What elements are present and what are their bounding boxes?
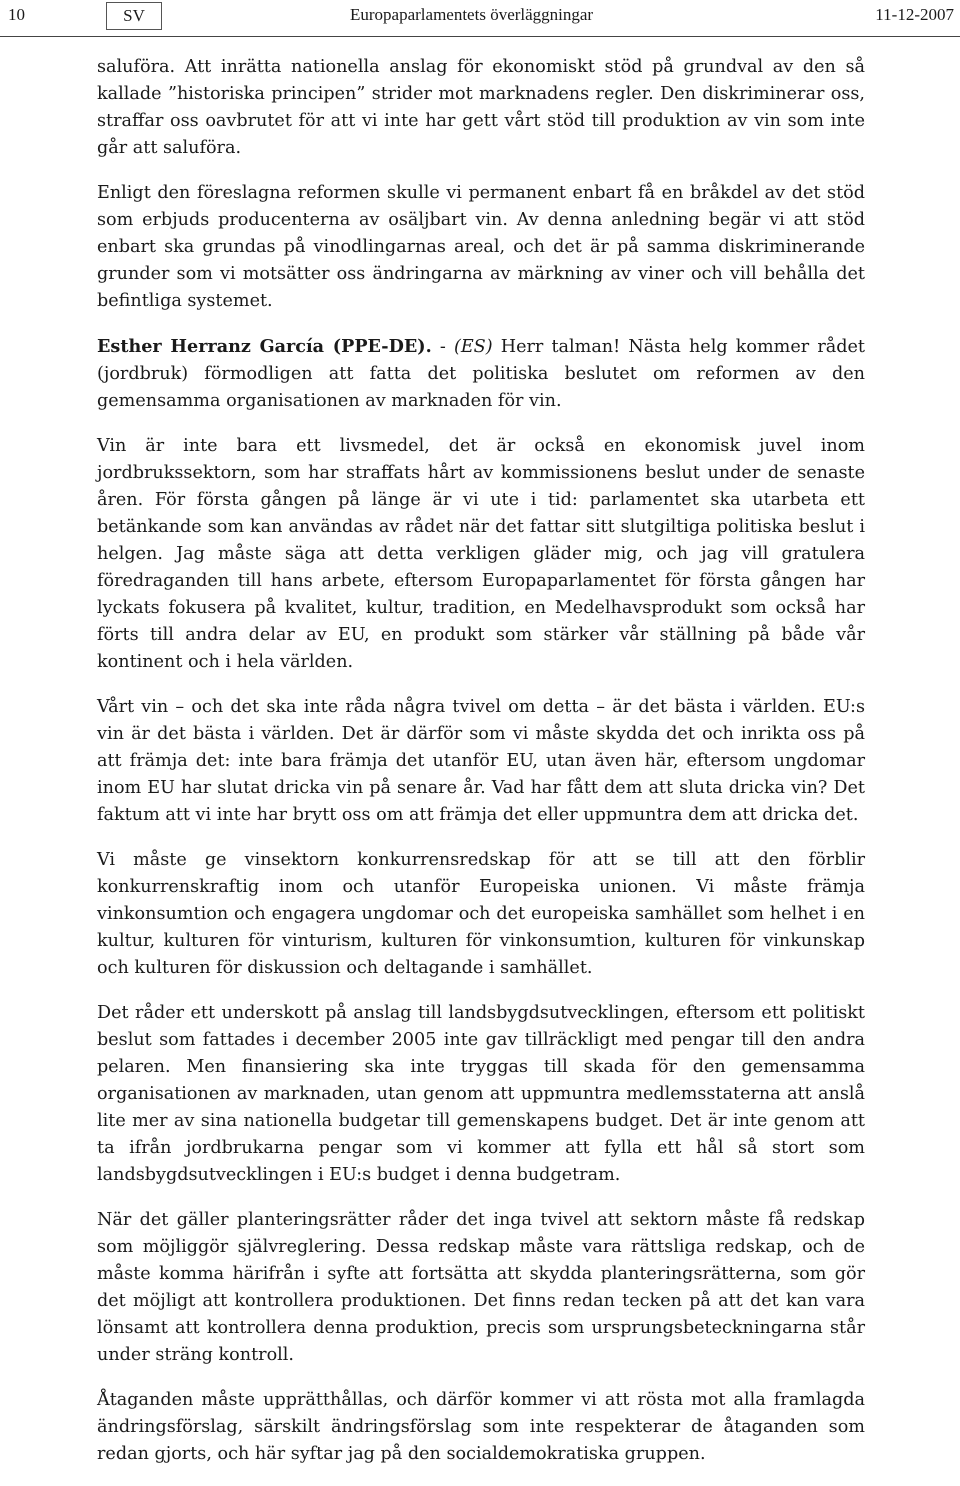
paragraph: Enligt den föreslagna reformen skulle vi permanent enbart få en bråkdel av det stöd som erbjuds producenterna av osäljbart vin. Av denna anledning begär vi att stöd enbart ska grundas på vinodlingarnas areal, och det är på samma diskriminerande grunder som vi motsätter oss ändringarna av märkning av viner och vill behålla det befintliga systemet. <box>97 183 865 311</box>
document-date: 11-12-2007 <box>875 5 954 24</box>
document-title: Europaparlamentets överläggningar <box>350 5 594 24</box>
speech-opening: Herr talman! Nästa helg kommer rådet (jordbruk) förmodligen att fatta det politiska beslutet om reformen av den gemensamma organisationen av marknaden för vin. <box>97 337 865 411</box>
paragraph: Vin är inte bara ett livsmedel, det är också en ekonomisk juvel inom jordbrukssektorn, som har straffats hårt av kommissionens beslut under de senaste åren. För första gången på länge är vi ute i tid: parlamentet ska utarbeta ett betänkande som kan användas av rådet när det fattar sitt slutgiltiga politiska beslut i helgen. Jag måste säga att detta verkligen gläder mig, och jag vill gratulera föredraganden till hans arbete, eftersom Europaparlamentet för första gången har lyckats fokusera på kvalitet, kultur, tradition, en Medelhavsprodukt som också har förts till andra delar av EU, en produkt som stärker vår ställning på både vår kontinent och i hela världen. <box>97 436 865 672</box>
paragraph: Vårt vin – och det ska inte råda några tvivel om detta – är det bästa i världen. EU:s vin är det bästa i världen. Det är därför som vi måste skydda det och inrikta oss på att främja det: inte bara främja det utanför EU, utan även här, eftersom ungdomar inom EU har slutat dricka vin på senare år. Vad har fått dem att sluta dricka vin? Det faktum att vi inte har brytt oss om att främja det eller uppmuntra dem att dricka det. <box>97 697 865 825</box>
header-divider <box>0 36 960 37</box>
page-number: 10 <box>8 5 25 24</box>
language-tag: (ES) <box>453 337 493 357</box>
document-body <box>97 54 865 1486</box>
paragraph: Vi måste ge vinsektorn konkurrensredskap för att se till att den förblir konkurrenskraftig inom och utanför Europeiska unionen. Vi måste främja vinkonsumtion och engagera ungdomar och det europeiska samhället som helhet i en kultur, kulturen för vinturism, kulturen för vinkonsumtion, kulturen för vinkunskap och kulturen för diskussion och deltagande i samhället. <box>97 850 865 978</box>
language-code-box: SV <box>106 2 162 30</box>
page-header <box>0 0 960 36</box>
speaker-name: Esther Herranz García (PPE-DE). <box>97 336 432 357</box>
speaker-separator: - <box>431 337 454 357</box>
paragraph: När det gäller planteringsrätter råder det inga tvivel att sektorn måste få redskap som möjliggör självreglering. Dessa redskap måste vara rättsliga redskap, och de måste komma härifrån i syfte att fortsätta att skydda planteringsrätterna, som gör det möjligt att kontrollera produktionen. Det finns redan tecken på att det kan vara lönsamt att kontrollera denna produktion, precis som ursprungsbeteckningarna står under sträng kontroll. <box>97 1210 865 1365</box>
paragraph: Åtaganden måste upprätthållas, och därför kommer vi att rösta mot alla framlagda ändringsförslag, särskilt ändringsförslag som inte respekterar de åtaganden som redan gjorts, och här syftar jag på den socialdemokratiska gruppen. <box>97 1390 865 1464</box>
paragraph: Det råder ett underskott på anslag till landsbygdsutvecklingen, eftersom ett politiskt beslut som fattades i december 2005 inte gav tillräckligt med pengar till den andra pelaren. Men finansiering ska inte tryggas till skada för den gemensamma organisationen av marknaden, utan genom att uppmuntra medlemsstaterna att anslå lite mer av sina nationella budgetar till gemenskapens budget. Det är inte genom att ta ifrån jordbrukarna pengar som vi kommer att fylla ett hål så stort som landsbygdsutvecklingen i EU:s budget i denna budgetram. <box>97 1003 865 1185</box>
paragraph-continuation: saluföra. Att inrätta nationella anslag för ekonomiskt stöd på grundval av den så kallade ”historiska principen” strider mot marknadens regler. Den diskriminerar oss, straffar oss oavbrutet för att vi inte har gett vårt stöd till produktion av vin som inte går att saluföra. <box>97 57 865 158</box>
speech-intro-paragraph <box>97 333 865 415</box>
